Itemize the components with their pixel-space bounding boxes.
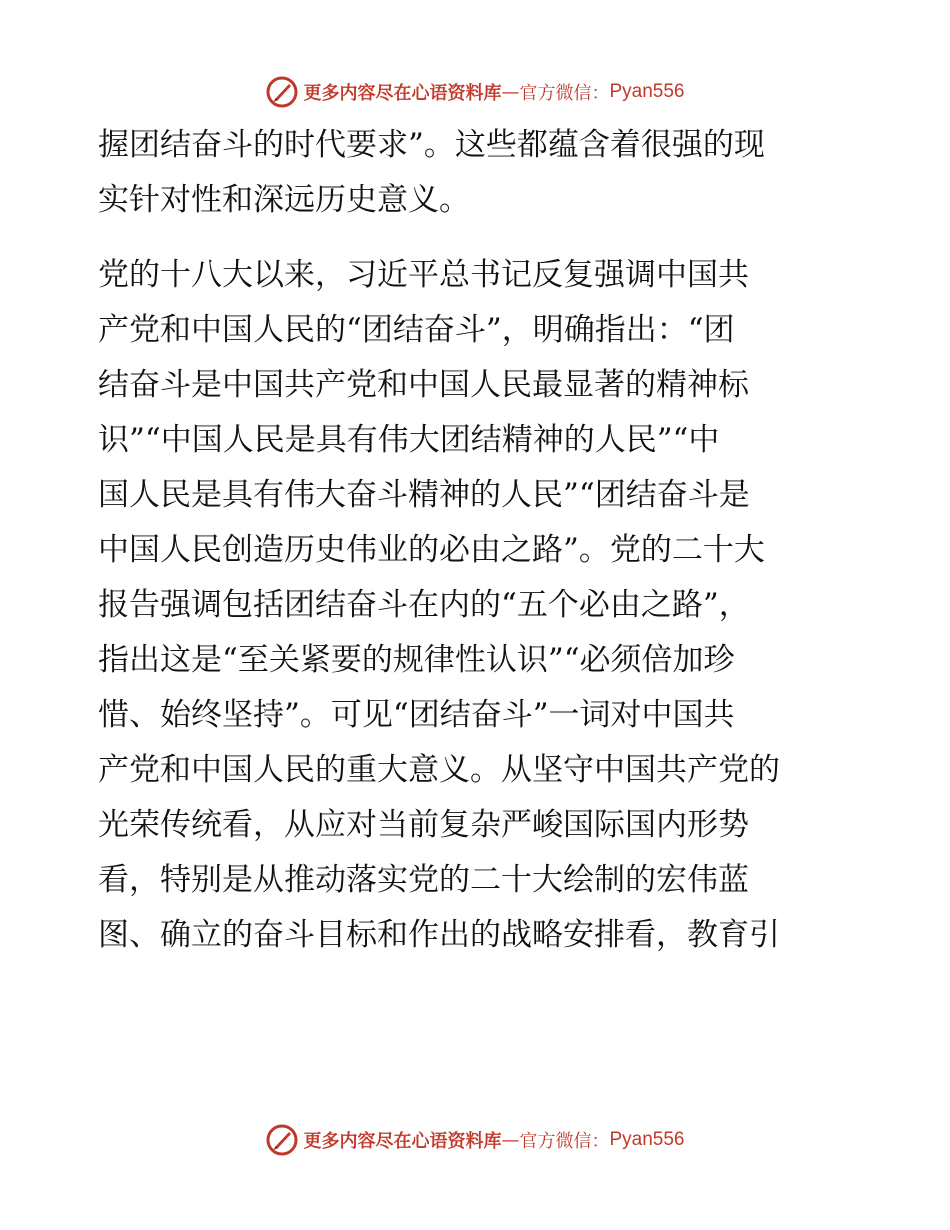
text-line: 惜、始终坚持”。可见“团结奋斗”一词对中国共 (98, 697, 735, 733)
footer-dash: — (501, 1129, 520, 1151)
text-line: 国人民是具有伟大奋斗精神的人民”“团结奋斗是 (98, 477, 750, 513)
text-line: 结奋斗是中国共产党和中国人民最显著的精神标 (98, 367, 749, 403)
text-line: 识”“中国人民是具有伟大团结精神的人民”“中 (98, 422, 720, 458)
footer-wechat-label: 官方微信： (519, 1131, 610, 1152)
text-line: 中国人民创造历史伟业的必由之路”。党的二十大 (98, 532, 765, 568)
text-line: 党的十八大以来，习近平总书记反复强调中国共 (98, 257, 749, 293)
footer-banner (0, 1120, 950, 1160)
paragraph-2 (98, 248, 858, 963)
header-dash: — (501, 81, 520, 103)
text-line: 握团结奋斗的时代要求”。这些都蕴含着很强的现 (98, 127, 765, 163)
header-title: 更多内容尽在心语资料库 (303, 83, 502, 104)
header-wechat-label: 官方微信： (519, 83, 610, 104)
text-line: 实针对性和深远历史意义。 (98, 182, 470, 218)
text-line: 报告强调包括团结奋斗在内的“五个必由之路”， (98, 587, 750, 623)
text-line: 光荣传统看，从应对当前复杂严峻国际国内形势 (98, 807, 749, 843)
quill-logo-icon (265, 1123, 299, 1157)
header-banner (0, 72, 950, 112)
quill-logo-icon (265, 75, 299, 109)
text-line: 产党和中国人民的“团结奋斗”，明确指出：“团 (98, 312, 735, 348)
paragraph-1 (98, 118, 858, 228)
text-line: 指出这是“至关紧要的规律性认识”“必须倍加珍 (98, 642, 735, 678)
text-line: 看，特别是从推动落实党的二十大绘制的宏伟蓝 (98, 862, 749, 898)
footer-wechat-id: Pyan556 (609, 1129, 685, 1150)
footer-title: 更多内容尽在心语资料库 (303, 1131, 502, 1152)
text-line: 产党和中国人民的重大意义。从坚守中国共产党的 (98, 752, 780, 788)
header-wechat-id: Pyan556 (609, 81, 685, 102)
text-line: 图、确立的奋斗目标和作出的战略安排看，教育引 (98, 917, 780, 953)
document-body (98, 118, 858, 963)
